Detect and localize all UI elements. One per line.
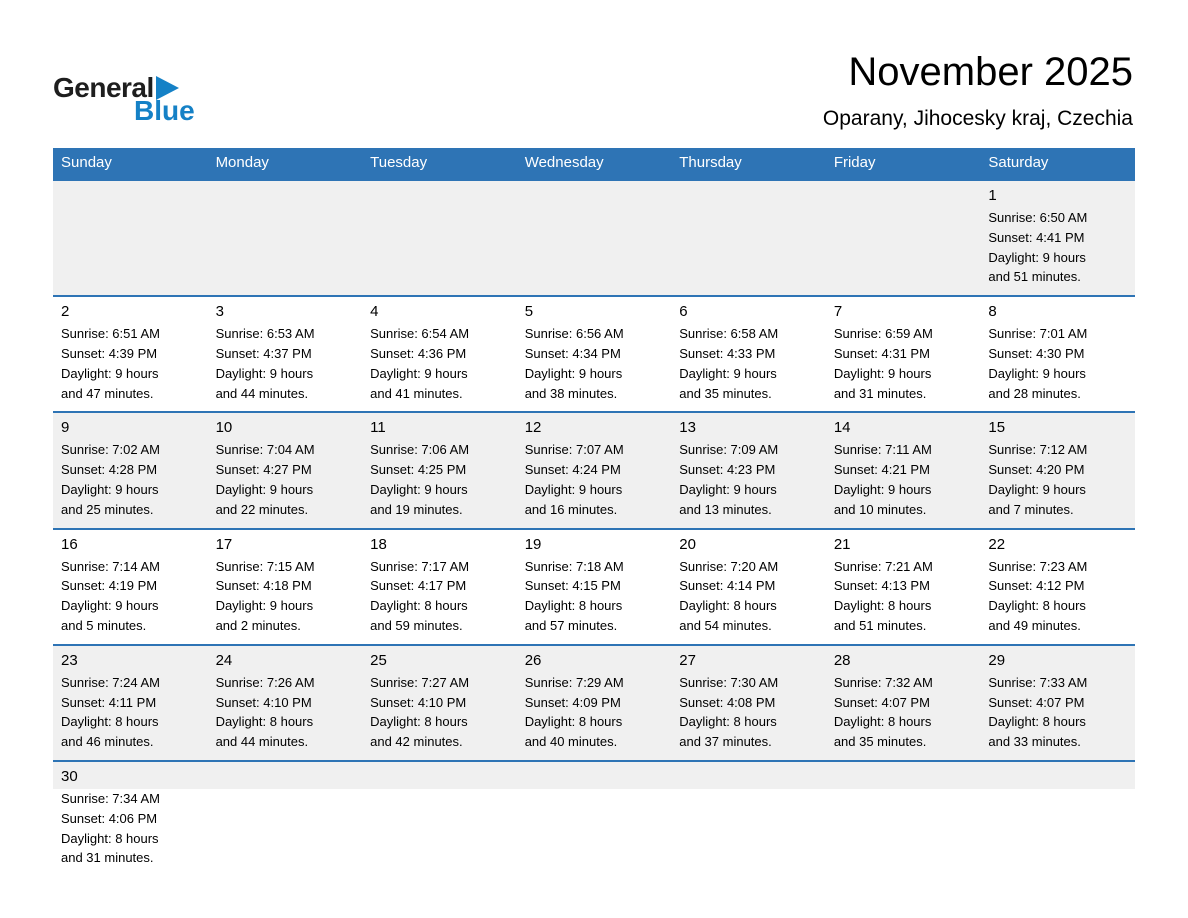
day-cell-8 (980, 296, 1135, 412)
daylight-minutes-text: and 22 minutes. (215, 501, 309, 517)
general-blue-logo (53, 72, 195, 127)
day-cell-13 (671, 412, 826, 528)
weekday-header-friday: Friday (826, 148, 981, 180)
week-row-4 (53, 529, 1135, 645)
day-number: 21 (833, 535, 851, 553)
daylight-minutes-text: and 44 minutes. (215, 385, 309, 401)
daylight-hours-text: Daylight: 9 hours (61, 598, 159, 614)
day-number: 30 (61, 767, 78, 785)
title-block (823, 50, 1133, 131)
empty-day-cell (671, 761, 826, 876)
daylight-hours-text: Daylight: 8 hours (524, 714, 623, 730)
sunrise-text: Sunrise: 7:09 AM (679, 442, 779, 458)
day-cell-12 (517, 412, 672, 528)
daylight-minutes-text: and 35 minutes. (833, 734, 927, 750)
weekday-header-row (53, 148, 1135, 180)
sunset-text: Sunset: 4:30 PM (988, 345, 1085, 361)
daylight-minutes-text: and 5 minutes. (61, 617, 147, 633)
sunrise-text: Sunrise: 7:32 AM (833, 674, 933, 690)
sunset-text: Sunset: 4:36 PM (370, 345, 467, 361)
sunrise-text: Sunrise: 7:29 AM (524, 674, 624, 690)
sunrise-text: Sunrise: 7:02 AM (61, 442, 160, 458)
day-cell-28 (826, 645, 981, 761)
empty-day-cell (826, 180, 981, 296)
daylight-minutes-text: and 13 minutes. (679, 501, 772, 517)
daylight-hours-text: Daylight: 8 hours (988, 598, 1086, 614)
sunrise-text: Sunrise: 6:53 AM (215, 326, 315, 342)
weekday-header-wednesday: Wednesday (517, 148, 672, 180)
sunrise-text: Sunrise: 7:06 AM (370, 442, 470, 458)
daylight-minutes-text: and 19 minutes. (370, 501, 463, 517)
sunrise-text: Sunrise: 7:21 AM (833, 558, 933, 574)
sunset-text: Sunset: 4:37 PM (215, 345, 312, 361)
daylight-hours-text: Daylight: 8 hours (370, 714, 468, 730)
day-cell-18 (362, 529, 517, 645)
empty-day-cell (208, 180, 363, 296)
day-cell-1 (980, 180, 1135, 296)
day-cell-23 (53, 645, 208, 761)
daylight-hours-text: Daylight: 9 hours (988, 249, 1086, 265)
daylight-minutes-text: and 51 minutes. (833, 617, 927, 633)
sunset-text: Sunset: 4:27 PM (215, 462, 312, 478)
day-number: 28 (833, 651, 851, 669)
sunset-text: Sunset: 4:20 PM (988, 462, 1085, 478)
day-cell-21 (826, 529, 981, 645)
sunrise-text: Sunrise: 7:07 AM (524, 442, 624, 458)
daylight-hours-text: Daylight: 9 hours (215, 598, 314, 614)
daylight-hours-text: Daylight: 9 hours (988, 365, 1086, 381)
sunset-text: Sunset: 4:15 PM (524, 578, 621, 594)
daylight-minutes-text: and 37 minutes. (679, 734, 772, 750)
empty-day-cell (53, 180, 208, 296)
weekday-header-sunday: Sunday (53, 148, 208, 180)
daylight-minutes-text: and 35 minutes. (679, 385, 772, 401)
daylight-minutes-text: and 46 minutes. (61, 734, 154, 750)
day-cell-10 (208, 412, 363, 528)
sunrise-text: Sunrise: 6:59 AM (833, 326, 933, 342)
sunrise-text: Sunrise: 7:12 AM (988, 442, 1088, 458)
day-number: 20 (679, 535, 696, 553)
day-cell-19 (517, 529, 672, 645)
day-number: 9 (61, 419, 70, 437)
sunrise-text: Sunrise: 7:18 AM (524, 558, 624, 574)
page-header (0, 0, 1188, 148)
day-number: 27 (679, 651, 696, 669)
day-number: 4 (370, 303, 379, 321)
day-cell-24 (208, 645, 363, 761)
sunset-text: Sunset: 4:07 PM (988, 694, 1085, 710)
weekday-header-thursday: Thursday (671, 148, 826, 180)
daylight-minutes-text: and 10 minutes. (833, 501, 927, 517)
empty-day-cell (826, 761, 981, 876)
sunrise-text: Sunrise: 7:04 AM (215, 442, 315, 458)
day-cell-7 (826, 296, 981, 412)
sunrise-text: Sunrise: 6:50 AM (988, 210, 1088, 225)
day-number: 14 (833, 419, 851, 437)
day-number: 29 (988, 651, 1006, 669)
daylight-minutes-text: and 25 minutes. (61, 501, 154, 517)
day-number: 1 (988, 187, 997, 204)
day-number: 3 (215, 303, 224, 321)
day-cell-3 (208, 296, 363, 412)
daylight-minutes-text: and 42 minutes. (370, 734, 463, 750)
sunset-text: Sunset: 4:19 PM (61, 578, 158, 594)
daylight-hours-text: Daylight: 8 hours (679, 598, 777, 614)
sunrise-text: Sunrise: 7:23 AM (988, 558, 1088, 574)
daylight-minutes-text: and 41 minutes. (370, 385, 463, 401)
sunrise-text: Sunrise: 7:24 AM (61, 674, 160, 690)
day-number: 7 (833, 303, 843, 321)
day-cell-25 (362, 645, 517, 761)
daylight-hours-text: Daylight: 9 hours (61, 481, 159, 497)
sunrise-text: Sunrise: 7:01 AM (988, 326, 1088, 342)
sunset-text: Sunset: 4:17 PM (370, 578, 467, 594)
week-row-3 (53, 412, 1135, 528)
sunrise-text: Sunrise: 7:14 AM (61, 558, 160, 574)
daylight-hours-text: Daylight: 9 hours (833, 365, 932, 381)
weekday-header-saturday: Saturday (980, 148, 1135, 180)
daylight-minutes-text: and 47 minutes. (61, 385, 154, 401)
sunrise-text: Sunrise: 7:20 AM (679, 558, 779, 574)
empty-day-cell (362, 761, 517, 876)
sunrise-text: Sunrise: 6:54 AM (370, 326, 470, 342)
weekday-header-monday: Monday (208, 148, 363, 180)
day-number: 16 (61, 535, 78, 553)
day-number: 24 (215, 651, 233, 669)
week-row-6 (53, 761, 1135, 876)
sunset-text: Sunset: 4:33 PM (679, 345, 776, 361)
sunrise-text: Sunrise: 6:58 AM (679, 326, 779, 342)
sunset-text: Sunset: 4:41 PM (988, 229, 1085, 245)
daylight-hours-text: Daylight: 8 hours (833, 598, 932, 614)
daylight-hours-text: Daylight: 8 hours (61, 830, 159, 846)
daylight-hours-text: Daylight: 8 hours (61, 714, 159, 730)
daylight-hours-text: Daylight: 9 hours (215, 481, 314, 497)
day-number: 26 (524, 651, 542, 669)
daylight-minutes-text: and 31 minutes. (833, 385, 927, 401)
day-cell-14 (826, 412, 981, 528)
day-number: 15 (988, 419, 1006, 437)
sunrise-text: Sunrise: 7:27 AM (370, 674, 470, 690)
daylight-hours-text: Daylight: 9 hours (370, 481, 468, 497)
day-cell-20 (671, 529, 826, 645)
daylight-hours-text: Daylight: 9 hours (679, 481, 777, 497)
daylight-hours-text: Daylight: 9 hours (215, 365, 314, 381)
sunset-text: Sunset: 4:28 PM (61, 462, 158, 478)
sunrise-text: Sunrise: 7:15 AM (215, 558, 315, 574)
day-number: 10 (215, 419, 233, 437)
sunset-text: Sunset: 4:11 PM (61, 694, 157, 710)
daylight-hours-text: Daylight: 9 hours (370, 365, 468, 381)
day-number: 6 (679, 303, 688, 321)
daylight-minutes-text: and 16 minutes. (524, 501, 618, 517)
sunrise-text: Sunrise: 7:34 AM (61, 790, 160, 806)
sunset-text: Sunset: 4:39 PM (61, 345, 158, 361)
daylight-minutes-text: and 51 minutes. (988, 269, 1081, 285)
sunset-text: Sunset: 4:10 PM (215, 694, 312, 710)
day-cell-5 (517, 296, 672, 412)
sunrise-text: Sunrise: 7:17 AM (370, 558, 470, 574)
daylight-hours-text: Daylight: 8 hours (370, 598, 468, 614)
sunset-text: Sunset: 4:31 PM (833, 345, 930, 361)
day-cell-17 (208, 529, 363, 645)
daylight-hours-text: Daylight: 8 hours (988, 714, 1086, 730)
daylight-minutes-text: and 54 minutes. (679, 617, 772, 633)
sunset-text: Sunset: 4:13 PM (833, 578, 930, 594)
day-number: 22 (988, 535, 1006, 553)
day-number: 25 (370, 651, 387, 669)
day-cell-9 (53, 412, 208, 528)
sunset-text: Sunset: 4:12 PM (988, 578, 1085, 594)
day-cell-16 (53, 529, 208, 645)
day-cell-30 (53, 761, 208, 876)
sunset-text: Sunset: 4:06 PM (61, 810, 158, 826)
day-cell-27 (671, 645, 826, 761)
daylight-minutes-text: and 33 minutes. (988, 734, 1081, 750)
day-cell-4 (362, 296, 517, 412)
day-cell-6 (671, 296, 826, 412)
daylight-minutes-text: and 49 minutes. (988, 617, 1081, 633)
day-cell-11 (362, 412, 517, 528)
day-number: 2 (61, 303, 70, 321)
day-number: 12 (524, 419, 542, 437)
day-number: 18 (370, 535, 387, 553)
day-number: 5 (524, 303, 534, 321)
empty-day-cell (362, 180, 517, 296)
day-cell-2 (53, 296, 208, 412)
day-cell-22 (980, 529, 1135, 645)
sunrise-text: Sunrise: 6:51 AM (61, 326, 160, 342)
empty-day-cell (671, 180, 826, 296)
week-row-1 (53, 180, 1135, 296)
page-title: November 2025 (848, 50, 1133, 94)
sunrise-text: Sunrise: 6:56 AM (524, 326, 624, 342)
logo-word-general: General (53, 72, 154, 103)
daylight-hours-text: Daylight: 9 hours (524, 365, 623, 381)
daylight-minutes-text: and 40 minutes. (524, 734, 618, 750)
day-number: 19 (524, 535, 542, 553)
empty-day-cell (517, 180, 672, 296)
day-cell-29 (980, 645, 1135, 761)
calendar-body (53, 180, 1135, 876)
sunrise-text: Sunrise: 7:11 AM (833, 442, 932, 458)
empty-day-cell (980, 761, 1135, 876)
weekday-header-row-group (53, 148, 1135, 180)
day-number: 8 (988, 303, 997, 321)
sunset-text: Sunset: 4:25 PM (370, 462, 467, 478)
day-cell-26 (517, 645, 672, 761)
day-number: 13 (679, 419, 696, 437)
empty-day-cell (517, 761, 672, 876)
daylight-minutes-text: and 38 minutes. (524, 385, 618, 401)
sunset-text: Sunset: 4:10 PM (370, 694, 467, 710)
sunrise-text: Sunrise: 7:26 AM (215, 674, 315, 690)
daylight-hours-text: Daylight: 9 hours (61, 365, 159, 381)
sunset-text: Sunset: 4:24 PM (524, 462, 621, 478)
daylight-hours-text: Daylight: 8 hours (524, 598, 623, 614)
empty-day-cell (208, 761, 363, 876)
daylight-minutes-text: and 44 minutes. (215, 734, 309, 750)
daylight-minutes-text: and 57 minutes. (524, 617, 618, 633)
calendar-table (53, 148, 1135, 876)
sunset-text: Sunset: 4:23 PM (679, 462, 776, 478)
page-subtitle: Oparany, Jihocesky kraj, Czechia (822, 107, 1133, 130)
sunset-text: Sunset: 4:08 PM (679, 694, 776, 710)
day-number: 11 (370, 419, 386, 437)
daylight-minutes-text: and 59 minutes. (370, 617, 463, 633)
sunset-text: Sunset: 4:18 PM (215, 578, 312, 594)
weekday-header-tuesday: Tuesday (362, 148, 517, 180)
sunset-text: Sunset: 4:34 PM (524, 345, 621, 361)
sunset-text: Sunset: 4:14 PM (679, 578, 776, 594)
daylight-hours-text: Daylight: 8 hours (679, 714, 777, 730)
daylight-hours-text: Daylight: 8 hours (833, 714, 932, 730)
day-number: 23 (61, 651, 78, 669)
week-row-2 (53, 296, 1135, 412)
sunrise-text: Sunrise: 7:30 AM (679, 674, 779, 690)
sunset-text: Sunset: 4:21 PM (833, 462, 930, 478)
daylight-hours-text: Daylight: 9 hours (988, 481, 1086, 497)
sunset-text: Sunset: 4:09 PM (524, 694, 621, 710)
daylight-hours-text: Daylight: 8 hours (215, 714, 314, 730)
sunrise-text: Sunrise: 7:33 AM (988, 674, 1088, 690)
logo-word-blue: Blue (134, 95, 195, 126)
daylight-minutes-text: and 31 minutes. (61, 850, 154, 866)
week-row-5 (53, 645, 1135, 761)
day-number: 17 (215, 535, 233, 553)
daylight-minutes-text: and 7 minutes. (988, 501, 1074, 517)
daylight-hours-text: Daylight: 9 hours (524, 481, 623, 497)
day-cell-15 (980, 412, 1135, 528)
daylight-hours-text: Daylight: 9 hours (833, 481, 932, 497)
sunset-text: Sunset: 4:07 PM (833, 694, 930, 710)
daylight-minutes-text: and 2 minutes. (215, 617, 301, 633)
daylight-hours-text: Daylight: 9 hours (679, 365, 777, 381)
daylight-minutes-text: and 28 minutes. (988, 385, 1081, 401)
